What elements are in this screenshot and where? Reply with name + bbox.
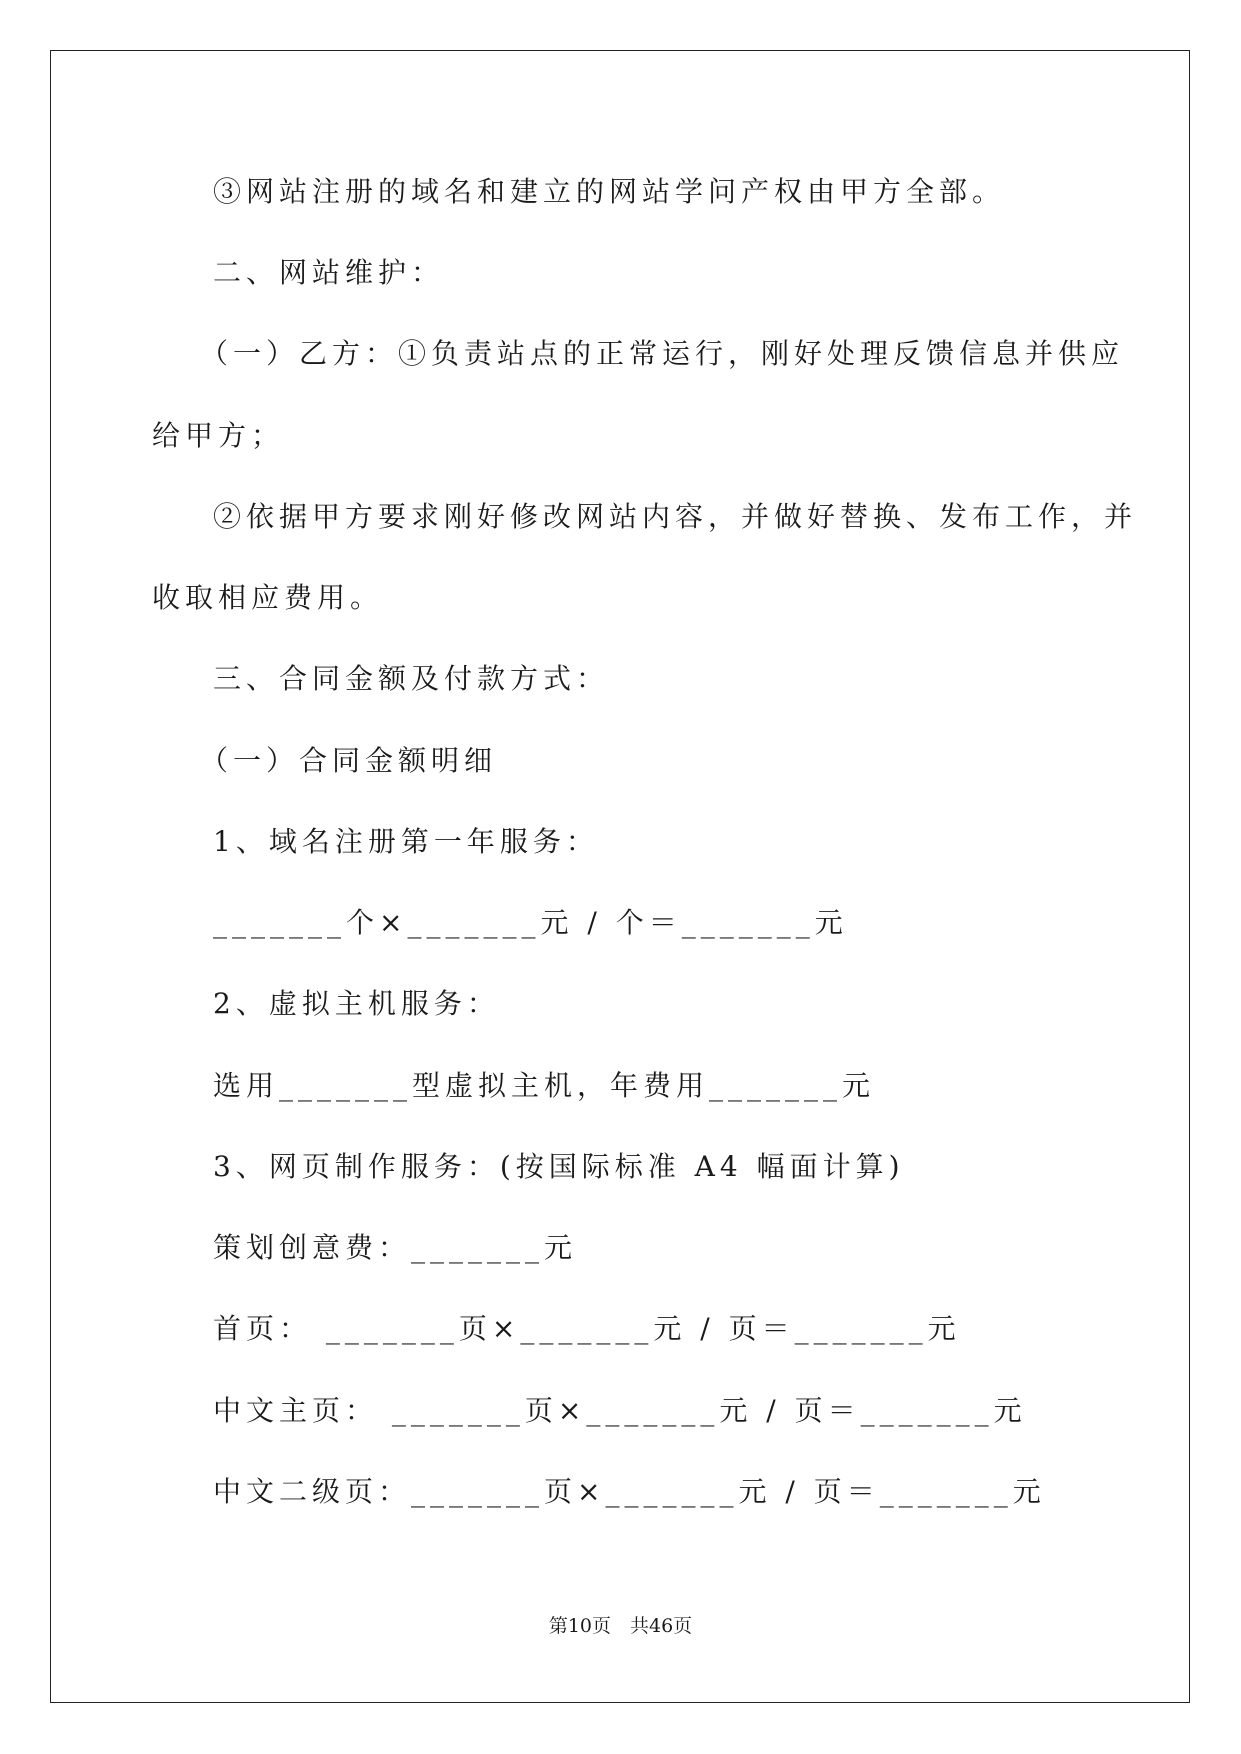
- item-domain-registration: 1、域名注册第一年服务：: [213, 825, 599, 858]
- formula-home-page: 首页： _______页×_______元 / 页＝_______元: [213, 1312, 961, 1345]
- item-web-design: 3、网页制作服务：(按国际标准 A4 幅面计算): [213, 1150, 905, 1183]
- formula-virtual-host-fee: 选用_______型虚拟主机，年费用_______元: [213, 1069, 876, 1102]
- clause-modify-line2: 收取相应费用。: [152, 581, 384, 614]
- clause-domain-ownership: ③网站注册的域名和建立的网站学问产权由甲方全部。: [213, 175, 1006, 208]
- clause-modify-line1: ②依据甲方要求刚好修改网站内容，并做好替换、发布工作，并: [213, 500, 1138, 533]
- section-heading-maintenance: 二、网站维护：: [213, 256, 445, 289]
- section-heading-payment: 三、合同金额及付款方式：: [213, 662, 610, 695]
- formula-chinese-secondary-page: 中文二级页：_______页×_______元 / 页＝_______元: [213, 1475, 1046, 1508]
- item-virtual-host: 2、虚拟主机服务：: [213, 987, 500, 1020]
- clause-party-b-line2: 给甲方；: [152, 419, 285, 452]
- formula-chinese-main-page: 中文主页： _______页×_______元 / 页＝_______元: [213, 1394, 1027, 1427]
- subsection-amount-details: （一）合同金额明细: [200, 744, 498, 777]
- formula-domain-fee: _______个×_______元 / 个＝_______元: [213, 906, 848, 939]
- page-border: [50, 50, 1190, 1703]
- formula-planning-fee: 策划创意费：_______元: [213, 1231, 578, 1264]
- page-number-footer: 第10页 共46页: [548, 1615, 693, 1637]
- clause-party-b-line1: （一）乙方：①负责站点的正常运行，刚好处理反馈信息并供应: [200, 337, 1125, 370]
